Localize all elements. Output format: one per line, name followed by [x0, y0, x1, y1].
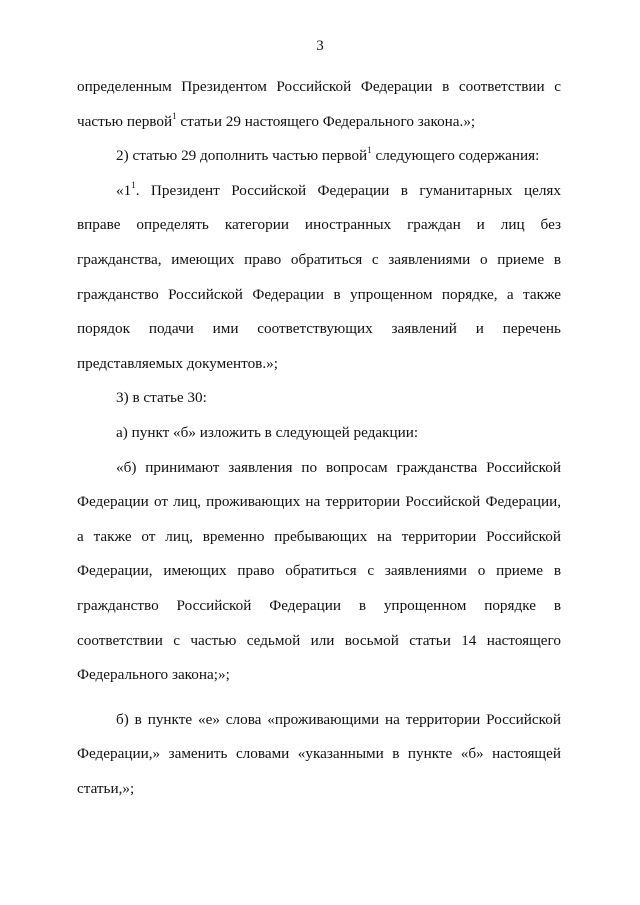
paragraph-amendment-2 — [77, 139, 561, 174]
paragraph-text: 3) в статье 30: — [116, 389, 207, 407]
superscript: 1 — [131, 179, 136, 190]
paragraph-text: «б) принимают заявления по вопросам гражданства Российской Федерации от лиц, проживающих на территории Российской Федерации, а также от лиц, временно пребывающих на территории Российской Федерации, имеющих право обратиться с заявлениями о приеме в гражданство Российской Федерации в упрощенном порядке в соответствии с частью седьмой или восьмой статьи 14 настоящего Федерального закона;»; — [77, 458, 561, 684]
paragraph-text: . Президент Российской Федерации в гуманитарных целях вправе определять категории иностранных граждан и лиц без гражданства, имеющих право обратиться с заявлениями о приеме в гражданство Российской Федерации в упрощенном порядке, а также порядок подачи ими соответствующих заявлений и перечень представляемых документов.»; — [77, 181, 561, 372]
paragraph-text: б) в пункте «е» слова «проживающими на территории Российской Федерации,» заменить словами «указанными в пункте «б» настоящей статьи,»; — [77, 710, 561, 797]
paragraph-text: определенным Президентом Российской Федерации в соответствии с частью первой — [77, 78, 561, 130]
superscript: 1 — [172, 110, 177, 121]
paragraph-subitem-b — [77, 703, 561, 807]
paragraph-text: а) пункт «б» изложить в следующей редакции: — [116, 423, 419, 441]
document-body — [77, 70, 561, 806]
paragraph-text: следующего содержания: — [371, 147, 540, 165]
paragraph-text: «1 — [116, 181, 132, 199]
paragraph-quoted-item-b — [77, 451, 561, 693]
paragraph-quoted-part-1-1 — [77, 174, 561, 382]
paragraph-subitem-a — [77, 416, 561, 451]
paragraph-text: 2) статью 29 дополнить частью первой — [116, 147, 368, 165]
page-number: 3 — [316, 38, 324, 54]
superscript: 1 — [367, 145, 372, 156]
paragraph-text: статьи 29 настоящего Федерального закона.»; — [176, 112, 476, 130]
paragraph-amendment-3 — [77, 381, 561, 416]
paragraph-continuation — [77, 70, 561, 139]
